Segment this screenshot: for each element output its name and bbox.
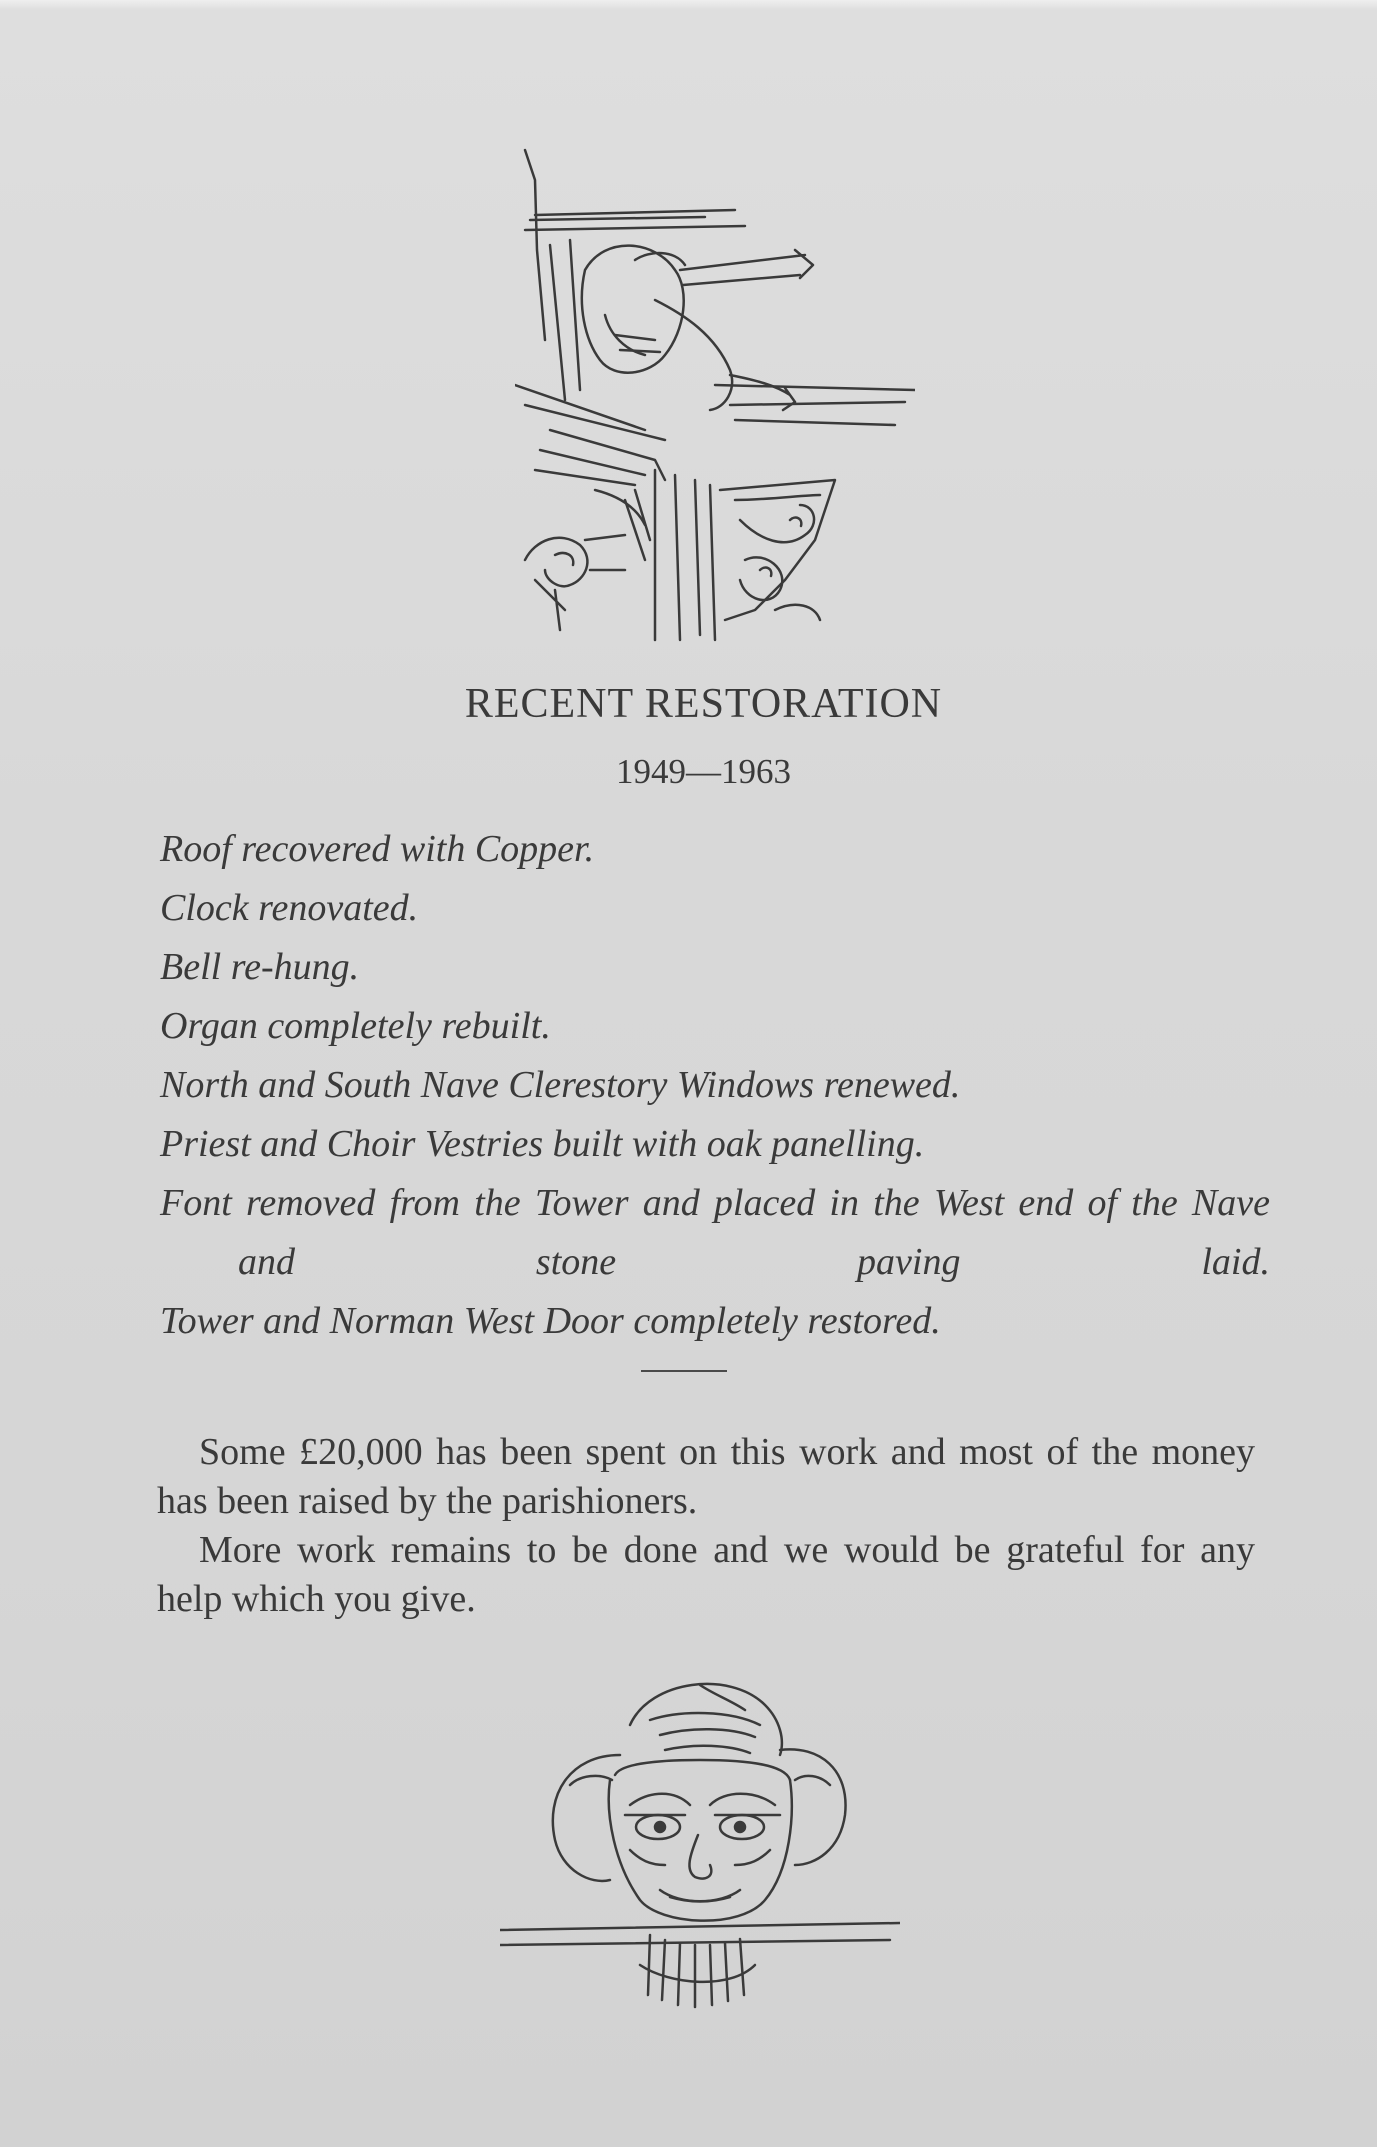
date-range: 1949—1963	[616, 752, 791, 791]
list-item: Priest and Choir Vestries built with oak panelling.	[160, 1123, 925, 1165]
carved-figure-illustration	[515, 140, 915, 650]
paragraph: Some £20,000 has been spent on this work and most of the money has been raised by the parishioners.	[157, 1431, 1255, 1522]
page-heading: RECENT RESTORATION	[464, 681, 943, 727]
list-item: Roof recovered with Copper.	[160, 828, 595, 870]
restoration-list	[160, 820, 1270, 1351]
list-item: Clock renovated.	[160, 887, 419, 929]
list-item: Font removed from the Tower and placed in the West end of the Nave and stone paving laid.	[160, 1182, 1270, 1283]
grotesque-head-illustration	[500, 1665, 900, 2025]
body-text	[157, 1428, 1255, 1624]
list-item: Bell re-hung.	[160, 946, 360, 988]
paragraph: More work remains to be done and we would be grateful for any help which you give.	[157, 1529, 1255, 1620]
list-item: North and South Nave Clerestory Windows renewed.	[160, 1064, 961, 1106]
list-item: Tower and Norman West Door completely restored.	[160, 1300, 941, 1342]
section-divider	[641, 1370, 727, 1372]
list-item: Organ completely rebuilt.	[160, 1005, 551, 1047]
